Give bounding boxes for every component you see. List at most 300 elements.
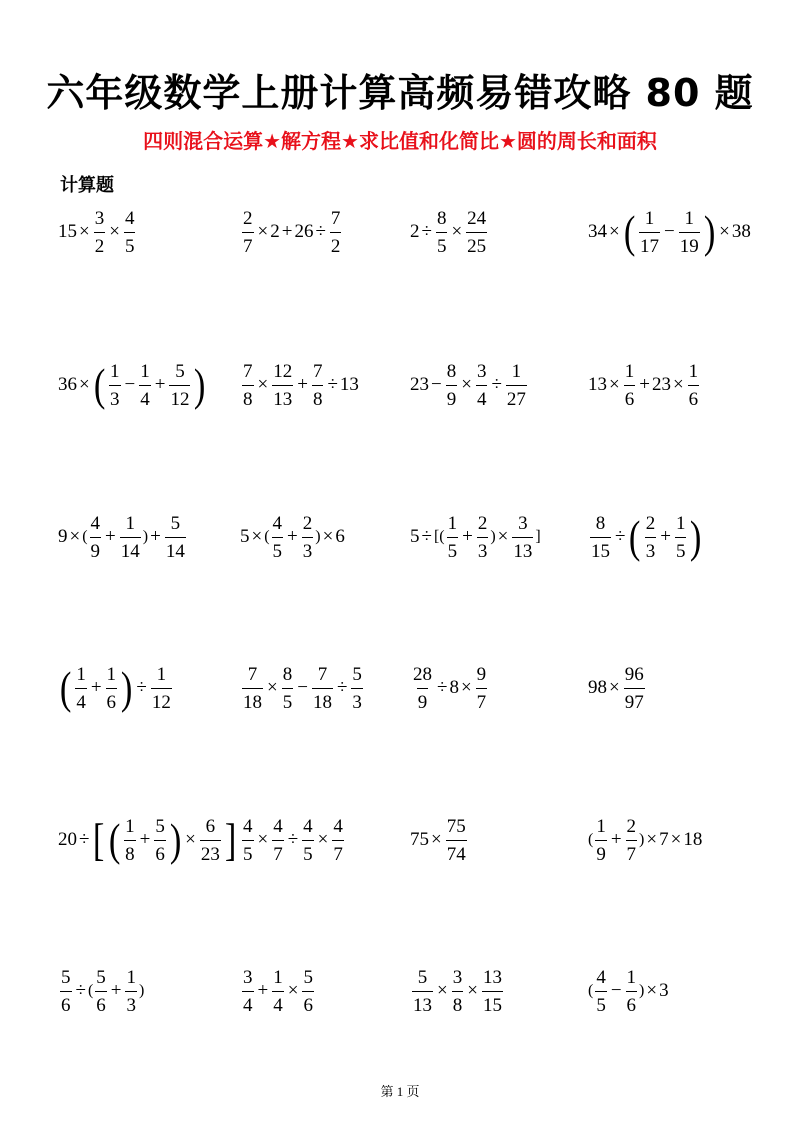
numerator: 5 bbox=[96, 966, 106, 988]
bracket: ( bbox=[588, 831, 594, 848]
number: 7 bbox=[659, 829, 669, 850]
operator: × bbox=[267, 677, 278, 698]
operator: × bbox=[609, 677, 620, 698]
math-problem bbox=[240, 951, 430, 1031]
bracket: ) bbox=[138, 982, 145, 999]
numerator: 7 bbox=[247, 663, 258, 685]
fraction bbox=[332, 817, 344, 864]
number: 34 bbox=[588, 221, 607, 242]
denominator: 8 bbox=[242, 385, 254, 409]
denominator: 2 bbox=[94, 232, 106, 256]
fraction bbox=[688, 362, 700, 409]
fraction bbox=[272, 514, 284, 561]
numerator: 9 bbox=[476, 663, 487, 685]
bracket: ( bbox=[623, 206, 636, 257]
denominator: 9 bbox=[417, 688, 429, 712]
operator: + bbox=[610, 829, 622, 850]
numerator: 3 bbox=[452, 966, 463, 988]
bracket: ) bbox=[690, 511, 702, 562]
number: 23 bbox=[651, 374, 671, 395]
numerator: 2 bbox=[302, 512, 313, 534]
fraction bbox=[595, 817, 607, 864]
denominator: 4 bbox=[139, 385, 151, 409]
numerator: 8 bbox=[446, 360, 457, 382]
fraction bbox=[675, 514, 687, 561]
numerator: 1 bbox=[624, 360, 635, 382]
fraction bbox=[242, 362, 254, 409]
numerator: 13 bbox=[482, 966, 502, 988]
denominator: 7 bbox=[476, 688, 488, 712]
denominator: 5 bbox=[675, 537, 687, 561]
operator: × bbox=[646, 829, 658, 850]
denominator: 6 bbox=[688, 385, 700, 409]
operator: × bbox=[79, 221, 90, 242]
numerator: 1 bbox=[126, 966, 136, 988]
denominator: 25 bbox=[466, 232, 487, 256]
numerator: 4 bbox=[272, 512, 283, 534]
bracket: ( bbox=[629, 511, 641, 562]
denominator: 15 bbox=[482, 991, 503, 1015]
denominator: 5 bbox=[272, 537, 284, 561]
fraction bbox=[330, 209, 342, 256]
operator: × bbox=[646, 980, 658, 1001]
numerator: 2 bbox=[477, 512, 488, 534]
numerator: 4 bbox=[243, 815, 253, 837]
number: 2 bbox=[410, 221, 420, 242]
denominator: 6 bbox=[60, 991, 72, 1015]
numerator: 5 bbox=[175, 360, 185, 382]
operator: ÷ bbox=[136, 677, 147, 698]
numerator: 5 bbox=[417, 966, 428, 988]
denominator: 9 bbox=[90, 537, 102, 561]
operator: × bbox=[79, 374, 90, 395]
fraction bbox=[302, 968, 314, 1015]
operator: × bbox=[461, 374, 472, 395]
number: 13 bbox=[339, 374, 359, 395]
fraction bbox=[242, 665, 263, 712]
math-problem bbox=[58, 800, 248, 880]
denominator: 3 bbox=[109, 385, 121, 409]
fraction bbox=[75, 665, 87, 712]
operator: × bbox=[185, 829, 196, 850]
number: 9 bbox=[58, 526, 68, 547]
operator: × bbox=[719, 221, 730, 242]
operator: × bbox=[257, 221, 269, 242]
operator: + bbox=[660, 526, 671, 547]
numerator: 4 bbox=[90, 512, 101, 534]
denominator: 15 bbox=[590, 537, 611, 561]
numerator: 1 bbox=[675, 512, 686, 534]
operator: × bbox=[251, 526, 263, 547]
numerator: 1 bbox=[106, 663, 117, 685]
bracket: ] bbox=[535, 528, 541, 545]
denominator: 13 bbox=[412, 991, 433, 1015]
numerator: 3 bbox=[94, 207, 105, 229]
fraction bbox=[272, 817, 284, 864]
number: 26 bbox=[294, 221, 314, 242]
fraction bbox=[626, 817, 638, 864]
number: 38 bbox=[731, 221, 751, 242]
denominator: 3 bbox=[351, 688, 363, 712]
operator: × bbox=[460, 677, 472, 698]
numerator: 12 bbox=[273, 360, 293, 382]
numerator: 1 bbox=[596, 815, 606, 837]
number: 75 bbox=[410, 829, 429, 850]
fraction bbox=[452, 968, 464, 1015]
operator: × bbox=[670, 829, 682, 850]
numerator: 2 bbox=[645, 512, 656, 534]
operator: + bbox=[139, 829, 151, 850]
operator: × bbox=[109, 221, 120, 242]
operator: × bbox=[451, 221, 463, 242]
math-problem bbox=[240, 648, 430, 728]
operator: + bbox=[154, 374, 166, 395]
denominator: 6 bbox=[624, 385, 636, 409]
numerator: 4 bbox=[596, 966, 606, 988]
bracket: ) bbox=[120, 662, 133, 713]
fraction bbox=[446, 362, 458, 409]
numerator: 4 bbox=[273, 815, 283, 837]
bracket: ) bbox=[142, 528, 149, 545]
fraction bbox=[639, 209, 660, 256]
fraction bbox=[242, 968, 254, 1015]
bracket: ( bbox=[93, 359, 106, 410]
operator: ÷ bbox=[421, 526, 432, 547]
fraction bbox=[512, 514, 533, 561]
number: 2 bbox=[270, 221, 280, 242]
fraction bbox=[139, 362, 151, 409]
numerator: 1 bbox=[156, 663, 167, 685]
fraction bbox=[151, 665, 172, 712]
fraction bbox=[169, 362, 190, 409]
number: 23 bbox=[410, 374, 429, 395]
fraction bbox=[506, 362, 527, 409]
math-problem bbox=[240, 497, 430, 577]
fraction bbox=[351, 665, 363, 712]
math-problem bbox=[588, 497, 778, 577]
denominator: 5 bbox=[302, 840, 314, 864]
numerator: 5 bbox=[170, 512, 181, 534]
denominator: 4 bbox=[75, 688, 87, 712]
operator: × bbox=[672, 374, 684, 395]
denominator: 5 bbox=[595, 991, 607, 1015]
operator: − bbox=[431, 374, 442, 395]
operator: × bbox=[317, 829, 329, 850]
denominator: 8 bbox=[312, 385, 324, 409]
numerator: 5 bbox=[352, 663, 362, 685]
math-problem bbox=[410, 951, 600, 1031]
denominator: 5 bbox=[282, 688, 294, 712]
math-problem bbox=[58, 192, 248, 272]
fraction bbox=[302, 514, 314, 561]
denominator: 7 bbox=[626, 840, 638, 864]
denominator: 8 bbox=[452, 991, 464, 1015]
number: 15 bbox=[58, 221, 77, 242]
fraction bbox=[90, 514, 102, 561]
math-problem bbox=[58, 951, 248, 1031]
numerator: 1 bbox=[140, 360, 150, 382]
fraction bbox=[120, 514, 141, 561]
math-problem bbox=[410, 648, 600, 728]
bracket: ] bbox=[224, 814, 237, 865]
fraction bbox=[624, 665, 645, 712]
operator: + bbox=[281, 221, 293, 242]
number: 13 bbox=[588, 374, 607, 395]
math-problem bbox=[240, 345, 430, 425]
operator: ÷ bbox=[491, 374, 502, 395]
bracket: ( bbox=[588, 982, 594, 999]
denominator: 9 bbox=[446, 385, 458, 409]
numerator: 1 bbox=[644, 207, 655, 229]
operator: + bbox=[150, 526, 161, 547]
math-problem bbox=[588, 345, 778, 425]
bracket: ) bbox=[315, 528, 321, 545]
numerator: 7 bbox=[243, 360, 253, 382]
numerator: 1 bbox=[684, 207, 695, 229]
operator: ÷ bbox=[287, 829, 299, 850]
number: 18 bbox=[683, 829, 703, 850]
operator: × bbox=[497, 526, 509, 547]
operator: − bbox=[664, 221, 675, 242]
numerator: 1 bbox=[626, 966, 637, 988]
fraction bbox=[482, 968, 503, 1015]
denominator: 6 bbox=[302, 991, 314, 1015]
denominator: 6 bbox=[95, 991, 107, 1015]
bracket: ) bbox=[490, 528, 496, 545]
denominator: 5 bbox=[436, 232, 448, 256]
numerator: 3 bbox=[518, 512, 528, 534]
math-problem bbox=[588, 800, 778, 880]
numerator: 2 bbox=[243, 207, 253, 229]
fraction bbox=[679, 209, 700, 256]
section-heading: 计算题 bbox=[60, 175, 114, 196]
denominator: 6 bbox=[626, 991, 638, 1015]
numerator: 8 bbox=[595, 512, 606, 534]
math-problem bbox=[410, 345, 600, 425]
denominator: 13 bbox=[512, 537, 533, 561]
numerator: 8 bbox=[436, 207, 447, 229]
denominator: 14 bbox=[120, 537, 141, 561]
math-problem bbox=[588, 951, 778, 1031]
numerator: 5 bbox=[303, 966, 313, 988]
fraction bbox=[165, 514, 186, 561]
operator: + bbox=[90, 677, 102, 698]
operator: × bbox=[431, 829, 442, 850]
denominator: 7 bbox=[272, 840, 284, 864]
numerator: 1 bbox=[688, 360, 699, 382]
denominator: 27 bbox=[506, 385, 527, 409]
numerator: 1 bbox=[125, 512, 136, 534]
operator: ÷ bbox=[327, 374, 338, 395]
fraction bbox=[125, 968, 137, 1015]
numerator: 1 bbox=[273, 966, 283, 988]
number: 6 bbox=[335, 526, 345, 547]
number: 3 bbox=[659, 980, 669, 1001]
denominator: 18 bbox=[242, 688, 263, 712]
number: 98 bbox=[588, 677, 607, 698]
numerator: 7 bbox=[317, 663, 328, 685]
operator: × bbox=[467, 980, 478, 1001]
operator: + bbox=[462, 526, 473, 547]
denominator: 6 bbox=[106, 688, 118, 712]
denominator: 7 bbox=[242, 232, 254, 256]
denominator: 5 bbox=[242, 840, 254, 864]
fraction bbox=[446, 817, 467, 864]
numerator: 4 bbox=[303, 815, 313, 837]
operator: ÷ bbox=[421, 221, 432, 242]
denominator: 74 bbox=[446, 840, 467, 864]
denominator: 9 bbox=[595, 840, 607, 864]
denominator: 5 bbox=[124, 232, 136, 256]
operator: + bbox=[110, 980, 122, 1001]
operator: × bbox=[257, 374, 269, 395]
numerator: 75 bbox=[446, 815, 466, 837]
denominator: 3 bbox=[477, 537, 489, 561]
operator: × bbox=[609, 221, 620, 242]
denominator: 18 bbox=[312, 688, 333, 712]
fraction bbox=[312, 665, 333, 712]
operator: × bbox=[609, 374, 620, 395]
number: 8 bbox=[449, 677, 459, 698]
bracket: ) bbox=[169, 814, 182, 865]
numerator: 1 bbox=[125, 815, 135, 837]
fraction bbox=[282, 665, 294, 712]
numerator: 4 bbox=[333, 815, 343, 837]
math-problem bbox=[588, 192, 778, 272]
denominator: 3 bbox=[125, 991, 137, 1015]
denominator: 8 bbox=[124, 840, 136, 864]
math-problem bbox=[58, 648, 248, 728]
math-problem bbox=[410, 497, 600, 577]
fraction bbox=[109, 362, 121, 409]
denominator: 97 bbox=[624, 688, 645, 712]
numerator: 28 bbox=[413, 663, 432, 685]
operator: − bbox=[124, 374, 136, 395]
operator: ÷ bbox=[615, 526, 626, 547]
math-problem bbox=[58, 345, 248, 425]
number: 36 bbox=[58, 374, 77, 395]
fraction bbox=[436, 209, 448, 256]
numerator: 3 bbox=[243, 966, 253, 988]
numerator: 8 bbox=[282, 663, 293, 685]
bracket: ( bbox=[264, 528, 270, 545]
denominator: 5 bbox=[447, 537, 459, 561]
operator: + bbox=[287, 526, 298, 547]
numerator: 7 bbox=[312, 360, 323, 382]
fraction bbox=[624, 362, 636, 409]
denominator: 13 bbox=[272, 385, 293, 409]
operator: + bbox=[105, 526, 116, 547]
bracket: ( bbox=[108, 814, 121, 865]
page-title: 六年级数学上册计算高频易错攻略 80 题 bbox=[46, 71, 754, 115]
denominator: 19 bbox=[679, 232, 700, 256]
fraction bbox=[154, 817, 166, 864]
math-problem bbox=[240, 800, 430, 880]
denominator: 17 bbox=[639, 232, 660, 256]
operator: × bbox=[437, 980, 448, 1001]
bracket: [ bbox=[93, 814, 105, 865]
fraction bbox=[242, 817, 254, 864]
numerator: 1 bbox=[511, 360, 522, 382]
fraction bbox=[590, 514, 611, 561]
denominator: 4 bbox=[272, 991, 284, 1015]
denominator: 3 bbox=[645, 537, 657, 561]
numerator: 2 bbox=[626, 815, 637, 837]
operator: × bbox=[69, 526, 81, 547]
operator: − bbox=[297, 677, 308, 698]
fraction bbox=[412, 665, 433, 712]
fraction bbox=[447, 514, 459, 561]
numerator: 1 bbox=[447, 512, 458, 534]
page-subtitle: 四则混合运算★解方程★求比值和化简比★圆的周长和面积 bbox=[143, 129, 657, 153]
numerator: 5 bbox=[61, 966, 71, 988]
denominator: 12 bbox=[151, 688, 172, 712]
operator: + bbox=[297, 374, 308, 395]
operator: × bbox=[257, 829, 269, 850]
numerator: 7 bbox=[330, 207, 341, 229]
numerator: 1 bbox=[110, 360, 120, 382]
number: 20 bbox=[58, 829, 77, 850]
fraction bbox=[476, 362, 488, 409]
denominator: 4 bbox=[476, 385, 488, 409]
bracket: ( bbox=[82, 528, 88, 545]
numerator: 24 bbox=[467, 207, 487, 229]
fraction bbox=[412, 968, 433, 1015]
math-problem bbox=[240, 192, 430, 272]
operator: ÷ bbox=[437, 677, 448, 698]
operator: + bbox=[257, 980, 269, 1001]
bracket: ) bbox=[703, 206, 716, 257]
number: 5 bbox=[410, 526, 420, 547]
denominator: 23 bbox=[200, 840, 221, 864]
operator: ÷ bbox=[315, 221, 326, 242]
fraction bbox=[95, 968, 107, 1015]
denominator: 3 bbox=[302, 537, 314, 561]
denominator: 7 bbox=[332, 840, 344, 864]
numerator: 5 bbox=[155, 815, 165, 837]
bracket: [( bbox=[433, 528, 445, 545]
fraction bbox=[476, 665, 488, 712]
fraction bbox=[302, 817, 314, 864]
numerator: 4 bbox=[124, 207, 135, 229]
numerator: 96 bbox=[624, 663, 644, 685]
fraction bbox=[477, 514, 489, 561]
numerator: 3 bbox=[476, 360, 487, 382]
fraction bbox=[272, 362, 293, 409]
bracket: ) bbox=[639, 831, 645, 848]
numerator: 1 bbox=[76, 663, 86, 685]
bracket: ) bbox=[639, 982, 645, 999]
fraction bbox=[312, 362, 324, 409]
math-problem bbox=[588, 648, 778, 728]
fraction bbox=[124, 209, 136, 256]
denominator: 6 bbox=[154, 840, 166, 864]
operator: ÷ bbox=[79, 829, 90, 850]
page-number: 第 1 页 bbox=[380, 1084, 420, 1099]
fraction bbox=[595, 968, 607, 1015]
fraction bbox=[200, 817, 221, 864]
fraction bbox=[272, 968, 284, 1015]
math-problem bbox=[410, 800, 600, 880]
operator: − bbox=[610, 980, 622, 1001]
bracket: ( bbox=[87, 982, 94, 999]
fraction bbox=[124, 817, 136, 864]
math-problem bbox=[58, 497, 248, 577]
bracket: ) bbox=[194, 359, 206, 410]
fraction bbox=[106, 665, 118, 712]
fraction bbox=[60, 968, 72, 1015]
operator: ÷ bbox=[336, 677, 348, 698]
